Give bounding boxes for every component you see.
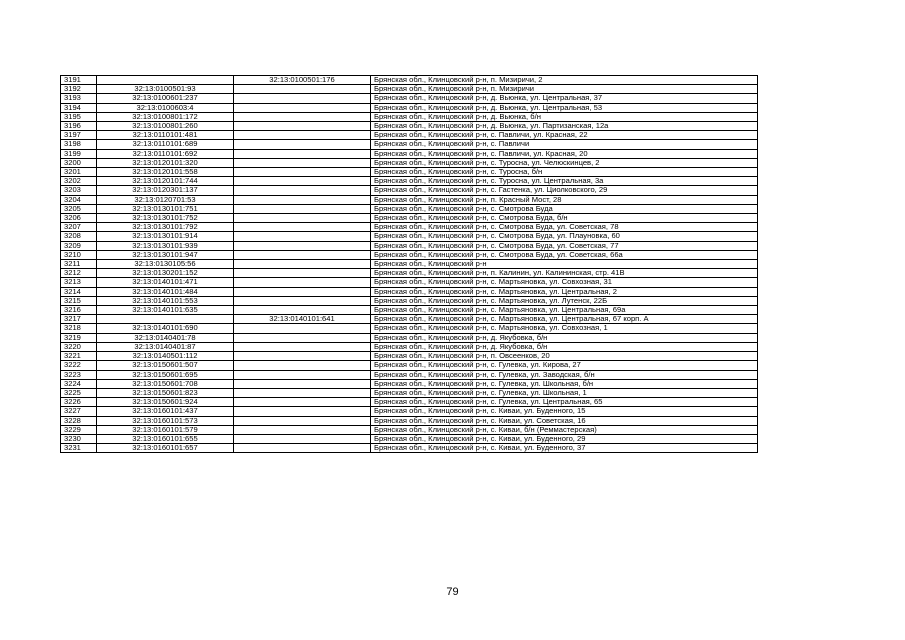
cadastral-number-cell: 32:13:0120301:137 (97, 186, 234, 195)
address-cell: Брянская обл., Клинцовский р-н, д. Вьюнка, ул. Партизанская, 12а (371, 122, 758, 131)
cadastral-number-alt-cell (234, 296, 371, 305)
cadastral-number-cell: 32:13:0140101:553 (97, 296, 234, 305)
cadastral-number-alt-cell (234, 158, 371, 167)
cadastral-number-alt-cell: 32:13:0100501:176 (234, 76, 371, 85)
cadastral-number-cell: 32:13:0140501:112 (97, 352, 234, 361)
cadastral-number-alt-cell (234, 416, 371, 425)
cadastral-number-alt-cell (234, 444, 371, 453)
row-number-cell: 3224 (61, 379, 97, 388)
table-row (61, 398, 758, 407)
cadastral-number-alt-cell (234, 260, 371, 269)
address-cell: Брянская обл., Клинцовский р-н, с. Гулевка, ул. Кирова, 27 (371, 361, 758, 370)
row-number-cell: 3209 (61, 241, 97, 250)
cadastral-number-alt-cell (234, 352, 371, 361)
address-cell: Брянская обл., Клинцовский р-н, с. Мартьяновка, ул. Центральная, 69а (371, 306, 758, 315)
address-cell: Брянская обл., Клинцовский р-н, с. Смотрова Буда, ул. Плауновка, 60 (371, 232, 758, 241)
cadastral-number-alt-cell: 32:13:0140101:641 (234, 315, 371, 324)
row-number-cell: 3198 (61, 140, 97, 149)
cadastral-number-alt-cell (234, 287, 371, 296)
cadastral-number-cell: 32:13:0130101:939 (97, 241, 234, 250)
cadastral-number-cell: 32:13:0130101:947 (97, 250, 234, 259)
address-cell: Брянская обл., Клинцовский р-н, с. Мартьяновка, ул. Совхозная, 31 (371, 278, 758, 287)
row-number-cell: 3228 (61, 416, 97, 425)
table-row (61, 214, 758, 223)
cadastral-number-alt-cell (234, 85, 371, 94)
table-row (61, 370, 758, 379)
cadastral-number-alt-cell (234, 342, 371, 351)
address-cell: Брянская обл., Клинцовский р-н, д. Якубовка, б/н (371, 342, 758, 351)
cadastral-number-cell: 32:13:0160101:655 (97, 434, 234, 443)
table-row (61, 416, 758, 425)
cadastral-number-cell: 32:13:0140401:78 (97, 333, 234, 342)
cadastral-number-alt-cell (234, 131, 371, 140)
table-row (61, 269, 758, 278)
cadastral-number-alt-cell (234, 278, 371, 287)
cadastral-number-alt-cell (234, 398, 371, 407)
cadastral-number-alt-cell (234, 250, 371, 259)
address-cell: Брянская обл., Клинцовский р-н, д. Вьюнка, ул. Центральная, 37 (371, 94, 758, 103)
table-row (61, 352, 758, 361)
cadastral-number-alt-cell (234, 177, 371, 186)
cadastral-number-alt-cell (234, 214, 371, 223)
cadastral-number-alt-cell (234, 122, 371, 131)
cadastral-number-cell: 32:13:0100801:260 (97, 122, 234, 131)
address-cell: Брянская обл., Клинцовский р-н, с. Гулевка, ул. Заводская, б/н (371, 370, 758, 379)
row-number-cell: 3230 (61, 434, 97, 443)
table-row (61, 195, 758, 204)
table-row (61, 149, 758, 158)
cadastral-number-cell: 32:13:0100501:93 (97, 85, 234, 94)
row-number-cell: 3210 (61, 250, 97, 259)
address-cell: Брянская обл., Клинцовский р-н, с. Киваи, ул. Буденного, 15 (371, 407, 758, 416)
address-cell: Брянская обл., Клинцовский р-н, п. Мизиричи, 2 (371, 76, 758, 85)
cadastral-number-cell: 32:13:0150601:823 (97, 388, 234, 397)
cadastral-number-cell: 32:13:0120101:744 (97, 177, 234, 186)
table-row (61, 204, 758, 213)
table-row (61, 260, 758, 269)
row-number-cell: 3207 (61, 223, 97, 232)
row-number-cell: 3195 (61, 112, 97, 121)
table-row (61, 379, 758, 388)
cadastral-number-cell: 32:13:0140101:690 (97, 324, 234, 333)
address-cell: Брянская обл., Клинцовский р-н, с. Смотрова Буда (371, 204, 758, 213)
table-row (61, 425, 758, 434)
address-cell: Брянская обл., Клинцовский р-н, с. Смотрова Буда, ул. Советская, 77 (371, 241, 758, 250)
cadastral-number-alt-cell (234, 306, 371, 315)
address-cell: Брянская обл., Клинцовский р-н, с. Киваи, ул. Буденного, 37 (371, 444, 758, 453)
row-number-cell: 3217 (61, 315, 97, 324)
row-number-cell: 3212 (61, 269, 97, 278)
cadastral-number-alt-cell (234, 195, 371, 204)
row-number-cell: 3226 (61, 398, 97, 407)
table-row (61, 168, 758, 177)
table-row (61, 103, 758, 112)
cadastral-number-alt-cell (234, 140, 371, 149)
cadastral-number-cell (97, 76, 234, 85)
cadastral-number-alt-cell (234, 204, 371, 213)
table-row (61, 444, 758, 453)
row-number-cell: 3204 (61, 195, 97, 204)
address-cell: Брянская обл., Клинцовский р-н, с. Павличи, ул. Красная, 22 (371, 131, 758, 140)
row-number-cell: 3202 (61, 177, 97, 186)
cadastral-number-cell: 32:13:0140101:471 (97, 278, 234, 287)
row-number-cell: 3201 (61, 168, 97, 177)
table-row (61, 232, 758, 241)
cadastral-number-alt-cell (234, 232, 371, 241)
cadastral-number-cell: 32:13:0160101:437 (97, 407, 234, 416)
cadastral-number-alt-cell (234, 388, 371, 397)
cadastral-number-alt-cell (234, 379, 371, 388)
address-cell: Брянская обл., Клинцовский р-н, с. Киваи, б/н (Реммастерская) (371, 425, 758, 434)
address-cell: Брянская обл., Клинцовский р-н, с. Киваи, ул. Советская, 16 (371, 416, 758, 425)
row-number-cell: 3191 (61, 76, 97, 85)
address-cell: Брянская обл., Клинцовский р-н, с. Мартьяновка, ул. Лутенск, 22Б (371, 296, 758, 305)
table-row (61, 333, 758, 342)
cadastral-number-cell: 32:13:0160101:657 (97, 444, 234, 453)
row-number-cell: 3214 (61, 287, 97, 296)
cadastral-number-cell: 32:13:0130101:752 (97, 214, 234, 223)
cadastral-number-cell: 32:13:0110101:481 (97, 131, 234, 140)
address-cell: Брянская обл., Клинцовский р-н (371, 260, 758, 269)
row-number-cell: 3219 (61, 333, 97, 342)
address-cell: Брянская обл., Клинцовский р-н, с. Мартьяновка, ул. Центральная, 67 корп. А (371, 315, 758, 324)
address-cell: Брянская обл., Клинцовский р-н, п. Красный Мост, 28 (371, 195, 758, 204)
address-cell: Брянская обл., Клинцовский р-н, д. Вьюнка, ул. Центральная, 53 (371, 103, 758, 112)
address-cell: Брянская обл., Клинцовский р-н, с. Павличи, ул. Красная, 20 (371, 149, 758, 158)
row-number-cell: 3222 (61, 361, 97, 370)
cadastral-number-cell: 32:13:0150601:695 (97, 370, 234, 379)
cadastral-number-cell: 32:13:0160101:573 (97, 416, 234, 425)
cadastral-number-cell: 32:13:0140401:87 (97, 342, 234, 351)
cadastral-number-cell: 32:13:0160101:579 (97, 425, 234, 434)
cadastral-number-cell: 32:13:0150601:924 (97, 398, 234, 407)
cadastral-number-cell: 32:13:0130101:914 (97, 232, 234, 241)
table-row (61, 112, 758, 121)
row-number-cell: 3193 (61, 94, 97, 103)
cadastral-number-cell: 32:13:0100601:237 (97, 94, 234, 103)
row-number-cell: 3213 (61, 278, 97, 287)
cadastral-number-alt-cell (234, 241, 371, 250)
cadastral-number-alt-cell (234, 186, 371, 195)
row-number-cell: 3225 (61, 388, 97, 397)
table-row (61, 131, 758, 140)
cadastral-number-alt-cell (234, 370, 371, 379)
cadastral-number-alt-cell (234, 168, 371, 177)
table-row (61, 361, 758, 370)
table-row (61, 140, 758, 149)
cadastral-number-cell: 32:13:0130201:152 (97, 269, 234, 278)
cadastral-number-alt-cell (234, 361, 371, 370)
table-row (61, 158, 758, 167)
cadastral-number-cell: 32:13:0100603:4 (97, 103, 234, 112)
table-row (61, 434, 758, 443)
address-cell: Брянская обл., Клинцовский р-н, с. Мартьяновка, ул. Центральная, 2 (371, 287, 758, 296)
table-row (61, 287, 758, 296)
page-number: 79 (446, 586, 459, 598)
cadastral-number-alt-cell (234, 149, 371, 158)
cadastral-number-cell (97, 315, 234, 324)
cadastral-number-alt-cell (234, 94, 371, 103)
cadastral-number-alt-cell (234, 425, 371, 434)
cadastral-number-alt-cell (234, 103, 371, 112)
cadastral-number-cell: 32:13:0140101:484 (97, 287, 234, 296)
cadastral-number-cell: 32:13:0140101:635 (97, 306, 234, 315)
table-row (61, 76, 758, 85)
address-cell: Брянская обл., Клинцовский р-н, с. Мартьяновка, ул. Совхозная, 1 (371, 324, 758, 333)
table-row (61, 223, 758, 232)
row-number-cell: 3203 (61, 186, 97, 195)
table-row (61, 315, 758, 324)
cadastral-number-alt-cell (234, 407, 371, 416)
cadastral-number-cell: 32:13:0120701:53 (97, 195, 234, 204)
row-number-cell: 3229 (61, 425, 97, 434)
row-number-cell: 3218 (61, 324, 97, 333)
row-number-cell: 3205 (61, 204, 97, 213)
table-row (61, 324, 758, 333)
row-number-cell: 3231 (61, 444, 97, 453)
address-cell: Брянская обл., Клинцовский р-н, п. Мизиричи (371, 85, 758, 94)
address-cell: Брянская обл., Клинцовский р-н, д. Вьюнка, б/н (371, 112, 758, 121)
row-number-cell: 3223 (61, 370, 97, 379)
address-cell: Брянская обл., Клинцовский р-н, п. Овсеенков, 20 (371, 352, 758, 361)
cadastral-number-alt-cell (234, 223, 371, 232)
address-cell: Брянская обл., Клинцовский р-н, с. Гулевка, ул. Школьная, б/н (371, 379, 758, 388)
row-number-cell: 3199 (61, 149, 97, 158)
address-cell: Брянская обл., Клинцовский р-н, с. Смотрова Буда, б/н (371, 214, 758, 223)
address-cell: Брянская обл., Клинцовский р-н, с. Гулевка, ул. Школьная, 1 (371, 388, 758, 397)
cadastral-number-alt-cell (234, 434, 371, 443)
table-row (61, 85, 758, 94)
row-number-cell: 3200 (61, 158, 97, 167)
row-number-cell: 3220 (61, 342, 97, 351)
row-number-cell: 3208 (61, 232, 97, 241)
table-row (61, 278, 758, 287)
table-row (61, 407, 758, 416)
table-row (61, 342, 758, 351)
row-number-cell: 3192 (61, 85, 97, 94)
cadastral-number-cell: 32:13:0120101:320 (97, 158, 234, 167)
cadastral-number-alt-cell (234, 333, 371, 342)
address-cell: Брянская обл., Клинцовский р-н, д. Якубовка, б/н (371, 333, 758, 342)
cadastral-number-alt-cell (234, 324, 371, 333)
row-number-cell: 3221 (61, 352, 97, 361)
address-cell: Брянская обл., Клинцовский р-н, с. Киваи, ул. Буденного, 29 (371, 434, 758, 443)
row-number-cell: 3197 (61, 131, 97, 140)
cadastral-number-cell: 32:13:0100801:172 (97, 112, 234, 121)
address-cell: Брянская обл., Клинцовский р-н, с. Туросна, ул. Челюскинцев, 2 (371, 158, 758, 167)
cadastral-number-alt-cell (234, 112, 371, 121)
table-row (61, 241, 758, 250)
address-cell: Брянская обл., Клинцовский р-н, с. Туросна, ул. Центральная, 3а (371, 177, 758, 186)
cadastral-number-cell: 32:13:0120101:558 (97, 168, 234, 177)
cadastral-number-cell: 32:13:0110101:689 (97, 140, 234, 149)
table-row (61, 177, 758, 186)
cadastral-number-cell: 32:13:0130101:751 (97, 204, 234, 213)
table-row (61, 94, 758, 103)
row-number-cell: 3211 (61, 260, 97, 269)
address-cell: Брянская обл., Клинцовский р-н, с. Павличи (371, 140, 758, 149)
cadastral-number-cell: 32:13:0110101:692 (97, 149, 234, 158)
table-row (61, 186, 758, 195)
address-cell: Брянская обл., Клинцовский р-н, с. Гулевка, ул. Центральная, 65 (371, 398, 758, 407)
row-number-cell: 3216 (61, 306, 97, 315)
table-row (61, 306, 758, 315)
table-row (61, 296, 758, 305)
cadastral-number-cell: 32:13:0130101:792 (97, 223, 234, 232)
row-number-cell: 3206 (61, 214, 97, 223)
cadastral-number-cell: 32:13:0150601:507 (97, 361, 234, 370)
row-number-cell: 3215 (61, 296, 97, 305)
row-number-cell: 3227 (61, 407, 97, 416)
row-number-cell: 3196 (61, 122, 97, 131)
row-number-cell: 3194 (61, 103, 97, 112)
address-cell: Брянская обл., Клинцовский р-н, с. Смотрова Буда, ул. Советская, 78 (371, 223, 758, 232)
cadastral-number-alt-cell (234, 269, 371, 278)
address-cell: Брянская обл., Клинцовский р-н, с. Гастенка, ул. Циолковского, 29 (371, 186, 758, 195)
table-row (61, 122, 758, 131)
table-row (61, 388, 758, 397)
address-cell: Брянская обл., Клинцовский р-н, с. Туросна, б/н (371, 168, 758, 177)
address-cell: Брянская обл., Клинцовский р-н, с. Смотрова Буда, ул. Советская, 66а (371, 250, 758, 259)
property-table (60, 75, 758, 453)
cadastral-number-cell: 32:13:0150601:708 (97, 379, 234, 388)
table-row (61, 250, 758, 259)
address-cell: Брянская обл., Клинцовский р-н, п. Калинин, ул. Калининская, стр. 41В (371, 269, 758, 278)
cadastral-number-cell: 32:13:0130105:56 (97, 260, 234, 269)
table-body (61, 76, 758, 453)
